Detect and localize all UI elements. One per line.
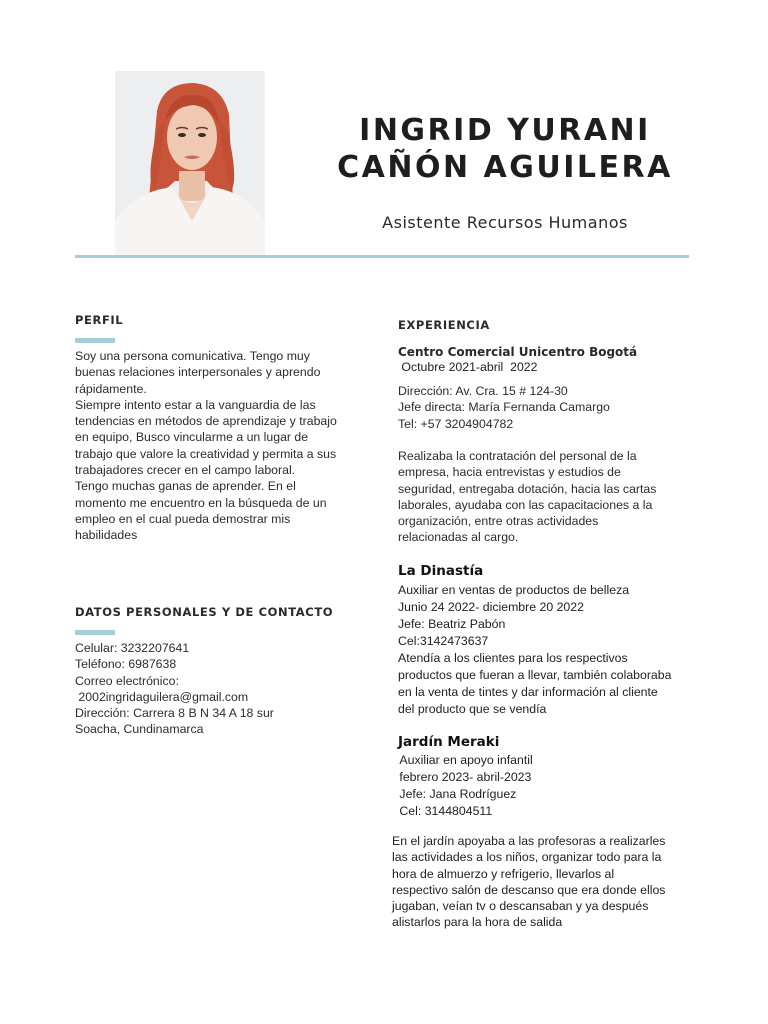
- job-desc-line: laborales, ayudaba con las capacitaciones a la: [398, 497, 653, 512]
- job-line: Octubre 2021-abril 2022: [398, 360, 538, 374]
- job-role: Asistente Recursos Humanos: [382, 213, 628, 232]
- perfil-text: [75, 348, 375, 544]
- job-lines-dinastia: [398, 582, 718, 718]
- job-desc-line: alistarlos para la hora de salida: [392, 915, 563, 930]
- contact-email[interactable]: 2002ingridaguilera@gmail.com: [75, 689, 249, 704]
- perfil-line: rápidamente.: [75, 381, 147, 396]
- perfil-line: en equipo, Busco vincularme a un lugar de: [75, 430, 309, 445]
- job-company-unicentro: Centro Comercial Unicentro Bogotá: [398, 345, 638, 359]
- perfil-line: Soy una persona comunicativa. Tengo muy: [75, 349, 310, 363]
- contact-city: Soacha, Cundinamarca: [75, 722, 204, 737]
- job-company-meraki: Jardín Meraki: [398, 734, 500, 750]
- perfil-line: momento me encuentro en la búsqueda de un: [75, 495, 327, 510]
- section-title-contacto: DATOS PERSONALES Y DE CONTACTO: [75, 605, 334, 619]
- job-details-unicentro: [398, 383, 708, 432]
- contact-address: Dirección: Carrera 8 B N 34 A 18 sur: [75, 706, 274, 721]
- perfil-line: Siempre intento estar a la vanguardia de las: [75, 397, 316, 412]
- job-desc-line: empresa, hacia entrevistas y estudios de: [398, 465, 621, 480]
- job-line: Cel:3142473637: [398, 634, 489, 648]
- job-line: Cel: 3144804511: [396, 804, 493, 818]
- job-desc-line: organización, entre otras actividades: [398, 514, 599, 529]
- job-line: Jefe directa: María Fernanda Camargo: [398, 400, 610, 415]
- name-line-1: INGRID YURANI: [359, 113, 651, 148]
- header-divider: [75, 255, 689, 258]
- perfil-line: Tengo muchas ganas de aprender. En el: [75, 479, 296, 494]
- job-desc-unicentro: [398, 448, 708, 546]
- perfil-line: tendencias en métodos de aprendizaje y trabajo: [75, 414, 337, 429]
- profile-photo-illustration: [115, 71, 265, 256]
- perfil-line: buenas relaciones interpersonales y aprendo: [75, 365, 321, 380]
- job-line: Atendía a los clientes para los respectivos: [398, 651, 628, 665]
- job-desc-line: jugaban, veían tv o descansaban y ya después: [392, 899, 649, 914]
- contact-email-label: Correo electrónico:: [75, 673, 179, 688]
- job-line: Junio 24 2022- diciembre 20 2022: [398, 600, 584, 614]
- job-desc-meraki: [392, 833, 722, 931]
- profile-photo: [115, 71, 265, 256]
- job-desc-line: las actividades a los niños, organizar todo para la: [392, 850, 662, 865]
- job-line: del producto que se vendía: [398, 702, 547, 716]
- job-desc-line: hora de almuerzo y refrigerio, llevarlos al: [392, 866, 615, 881]
- job-line: Jefe: Jana Rodríguez: [396, 787, 517, 801]
- job-line: Jefe: Beatriz Pabón: [398, 617, 506, 631]
- section-accent-perfil: [75, 338, 115, 343]
- section-accent-contacto: [75, 630, 115, 635]
- job-line: en la venta de tintes y dar información al cliente: [398, 685, 658, 699]
- job-line: productos que fueran a llevar, también colaboraba: [398, 668, 672, 682]
- job-lines-meraki: [396, 752, 716, 820]
- job-desc-line: relacionadas al cargo.: [398, 530, 519, 545]
- job-desc-line: seguridad, entregaba dotación, hacia las cartas: [398, 481, 657, 496]
- job-desc-line: Realizaba la contratación del personal de la: [398, 449, 637, 463]
- section-title-perfil: PERFIL: [75, 313, 124, 327]
- section-title-experiencia: EXPERIENCIA: [398, 318, 490, 332]
- job-company-dinastia: La Dinastía: [398, 563, 484, 579]
- contact-phone-home: Teléfono: 6987638: [75, 657, 177, 672]
- perfil-line: habilidades: [75, 528, 138, 543]
- job-dates-unicentro: [398, 359, 708, 376]
- perfil-line: empleo en el cual pueda demostrar mis: [75, 511, 291, 526]
- job-line: Dirección: Av. Cra. 15 # 124-30: [398, 384, 568, 398]
- contact-phone-mobile: Celular: 3232207641: [75, 641, 190, 655]
- job-line: Auxiliar en ventas de productos de belleza: [398, 583, 630, 597]
- full-name: [300, 112, 710, 186]
- job-line: febrero 2023- abril-2023: [396, 770, 532, 784]
- job-line: Auxiliar en apoyo infantil: [396, 753, 533, 767]
- perfil-line: trabajo que valore la creatividad y permita a sus: [75, 446, 337, 461]
- job-desc-line: En el jardín apoyaba a las profesoras a realizarles: [392, 834, 666, 848]
- perfil-line: trabajadores crecer en el campo laboral.: [75, 463, 296, 478]
- contacto-text: [75, 640, 375, 738]
- name-line-2: CAÑÓN AGUILERA: [337, 150, 673, 185]
- job-line: Tel: +57 3204904782: [398, 416, 514, 431]
- job-desc-line: respectivo salón de descanso que era donde ellos: [392, 882, 666, 897]
